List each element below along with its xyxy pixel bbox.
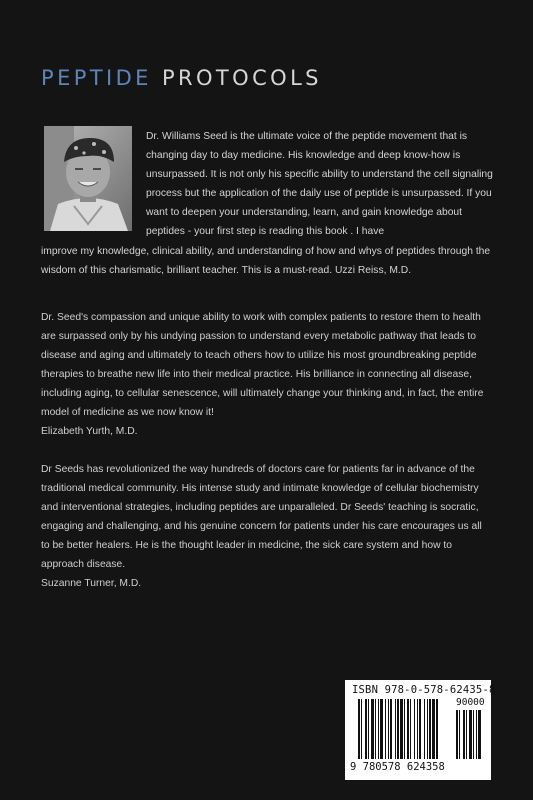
endorsement-1: [41, 242, 491, 280]
endorsement-3-text: Dr Seeds has revolutionized the way hundreds of doctors care for patients far in advance of the traditional medical community. His intense study and intimate knowledge of cellular biochemistry and interventional strategies, including peptides are unparalleled. Dr Seeds' teaching is socratic, engaging and challenging, and his genuine concern for patients under his care encourages us all to be better healers. He is the thought leader in medicine, the sick care system and how to approach disease.: [41, 464, 482, 570]
isbn-label: ISBN 978-0-578-62435-8: [352, 684, 496, 696]
barcode-addon: 90000: [456, 697, 485, 708]
endorsement-2-text: Dr. Seed's compassion and unique ability to work with complex patients to restore them to health are surpassed only by his undying passion to understand every metabolic pathway that leads to disease and aging and ultimately to teach others how to utilize his most groundbreaking peptide therapies to breathe new life into their medical practice. His brilliance in connecting all disease, including aging, to cellular senescence, will ultimately change your thinking and, in fact, the entire model of medicine as we now know it!: [41, 312, 484, 418]
endorsement-1-intro: Dr. Williams Seed is the ultimate voice of the peptide movement that is changing day to day medicine. His knowledge and deep know-how is unsurpassed. It is not only his specific ability to understand the cell signaling process but the application of the daily use of peptide is unsurpassed. If you want to deepen your understanding, learn, and gain knowledge about peptides - your first step is reading this book . I have: [146, 131, 493, 237]
title-part-protocols: PROTOCOLS: [161, 66, 322, 90]
endorsement-3: [41, 460, 491, 593]
book-title: [41, 66, 322, 90]
title-part-peptide: PEPTIDE: [41, 66, 152, 90]
isbn-barcode: [345, 680, 496, 780]
barcode-number: 9 780578 624358: [350, 761, 445, 773]
endorsement-2: [41, 308, 491, 441]
endorsement-1-text: improve my knowledge, clinical ability, and understanding of how and whys of peptides through the wisdom of this charismatic, brilliant teacher. This is a must-read.: [41, 246, 491, 276]
endorsement-3-author: Suzanne Turner, M.D.: [41, 578, 142, 589]
endorsement-1-author: Uzzi Reiss, M.D.: [334, 265, 412, 276]
endorsement-2-author: Elizabeth Yurth, M.D.: [41, 426, 138, 437]
author-photo: [44, 126, 132, 231]
